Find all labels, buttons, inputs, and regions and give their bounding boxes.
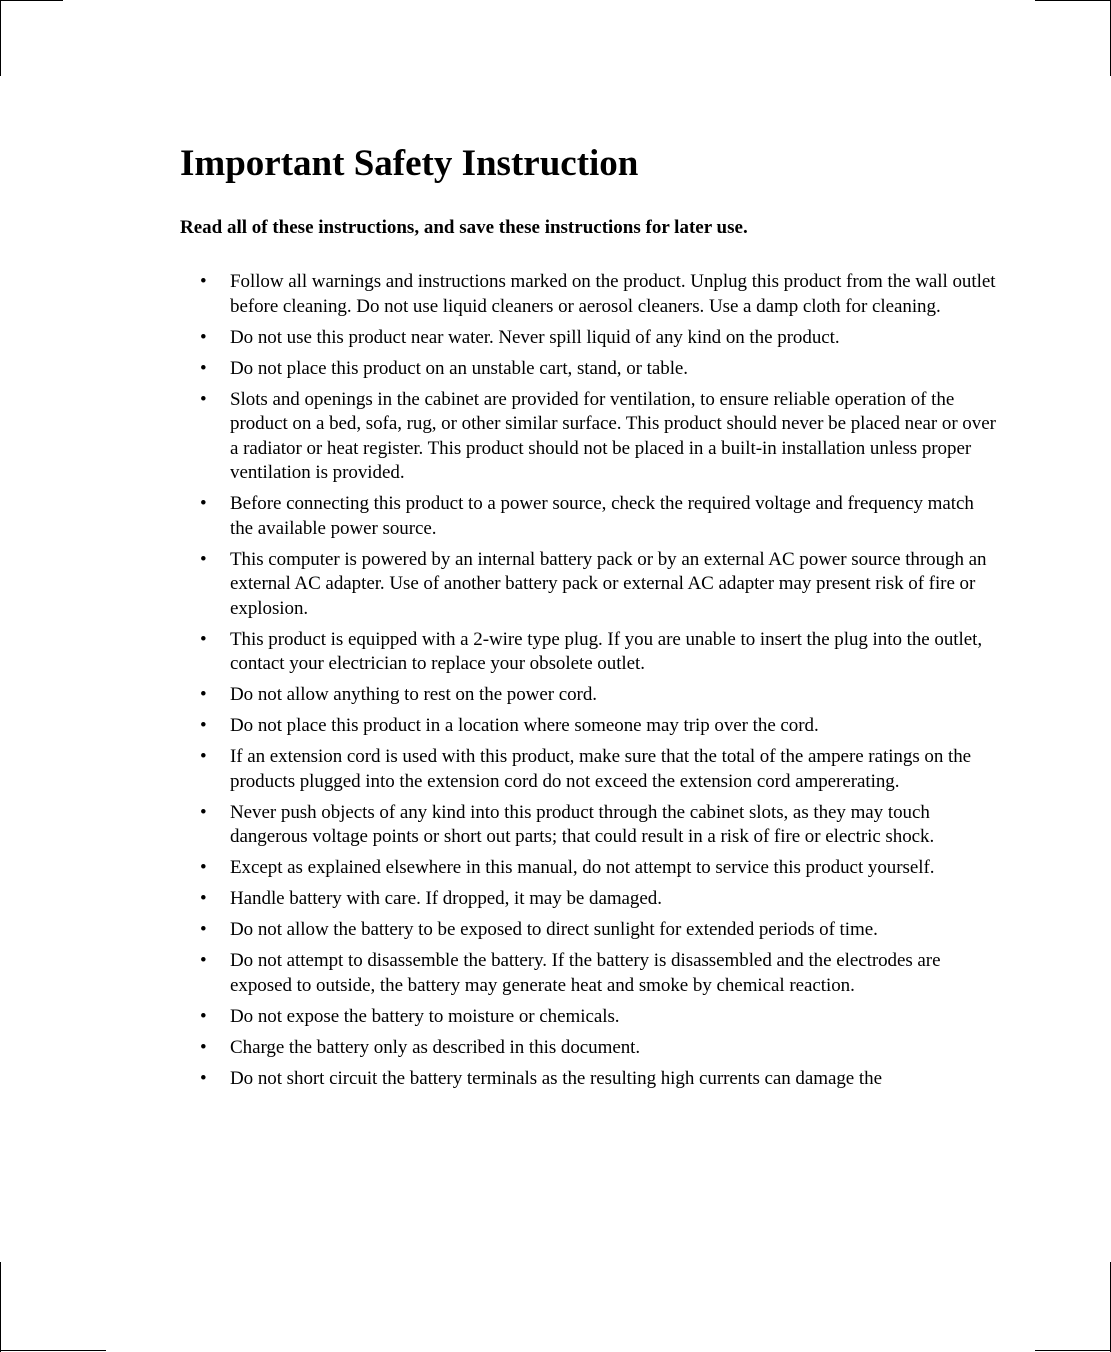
crop-mark-top-left-vertical bbox=[0, 0, 1, 76]
list-item-text: Do not expose the battery to moisture or chemicals. bbox=[230, 1005, 620, 1027]
list-item-text: Handle battery with care. If dropped, it may be damaged. bbox=[230, 888, 662, 909]
list-item-text: Follow all warnings and instructions marked on the product. Unplug this product from the wall outlet before cleaning. Do not use liquid cleaners or aerosol cleaners. Use a damp cloth for cleaning. bbox=[230, 271, 996, 317]
list-item bbox=[200, 1005, 1000, 1030]
list-item bbox=[200, 1067, 1000, 1092]
list-item bbox=[200, 801, 1000, 850]
crop-mark-bottom-right-horizontal bbox=[1035, 1350, 1111, 1351]
list-item-text: Do not short circuit the battery terminals as the resulting high currents can damage the bbox=[230, 1067, 882, 1089]
bullet-icon: • bbox=[200, 746, 207, 767]
list-item bbox=[200, 887, 1000, 912]
list-item-text: If an extension cord is used with this product, make sure that the total of the ampere ratings on the products plugged into the extension cord do not exceed the extension cord ampererating. bbox=[230, 746, 972, 792]
list-item-text: Slots and openings in the cabinet are provided for ventilation, to ensure reliable operation of the product on a bed, sofa, rug, or other similar surface. This product should never be placed near or over a radiator or heat register. This product should not be placed in a built-in installation unless proper ventilation is provided. bbox=[230, 388, 996, 483]
bullet-icon: • bbox=[200, 628, 207, 650]
crop-mark-top-right-horizontal bbox=[1035, 0, 1111, 1]
bullet-icon: • bbox=[200, 715, 207, 736]
list-item bbox=[200, 270, 1000, 319]
list-item bbox=[200, 714, 1000, 739]
bullet-icon: • bbox=[200, 493, 207, 514]
list-item-text: Do not allow the battery to be exposed to direct sunlight for extended periods of time. bbox=[230, 919, 878, 940]
bullet-icon: • bbox=[200, 326, 207, 348]
list-item-text: Do not attempt to disassemble the battery. If the battery is disassembled and the electrodes are exposed to outside, the battery may generate heat and smoke by chemical reaction. bbox=[230, 950, 941, 996]
bullet-icon: • bbox=[200, 1036, 207, 1058]
list-item-text: Except as explained elsewhere in this manual, do not attempt to service this product yourself. bbox=[230, 857, 935, 878]
page-title: Important Safety Instruction bbox=[180, 143, 639, 184]
list-item-text: Never push objects of any kind into this product through the cabinet slots, as they may touch dangerous voltage points or short out parts; that could result in a risk of fire or electric shock. bbox=[230, 801, 935, 847]
bullet-icon: • bbox=[200, 684, 207, 705]
bullet-icon: • bbox=[200, 888, 207, 909]
crop-mark-top-left-horizontal bbox=[0, 0, 63, 1]
bullet-icon: • bbox=[200, 271, 207, 292]
list-item bbox=[200, 683, 1000, 708]
list-item-text: Before connecting this product to a power source, check the required voltage and frequency match the available power source. bbox=[230, 493, 974, 539]
bullet-icon: • bbox=[200, 357, 207, 379]
list-item bbox=[200, 918, 1000, 943]
list-item bbox=[200, 745, 1000, 794]
bullet-icon: • bbox=[200, 919, 207, 940]
list-item-text: This product is equipped with a 2-wire type plug. If you are unable to insert the plug into the outlet, contact your electrician to replace your obsolete outlet. bbox=[230, 628, 983, 674]
list-item-text: Do not place this product on an unstable cart, stand, or table. bbox=[230, 357, 688, 379]
list-item bbox=[200, 492, 1000, 541]
instructions-intro: Read all of these instructions, and save these instructions for later use. bbox=[180, 217, 748, 238]
list-item bbox=[200, 628, 1000, 677]
bullet-icon: • bbox=[200, 388, 207, 410]
bullet-icon: • bbox=[200, 857, 207, 878]
bullet-icon: • bbox=[200, 1067, 207, 1089]
list-item bbox=[200, 949, 1000, 998]
crop-mark-bottom-left-vertical bbox=[0, 1262, 1, 1352]
bullet-icon: • bbox=[200, 548, 207, 570]
list-item-text: This computer is powered by an internal battery pack or by an external AC power source through an external AC adapter. Use of another battery pack or external AC adapter may present risk of fire or explosion. bbox=[230, 548, 987, 619]
bullet-icon: • bbox=[200, 950, 207, 971]
list-item bbox=[200, 856, 1000, 881]
list-item bbox=[200, 1036, 1000, 1061]
bullet-icon: • bbox=[200, 801, 207, 823]
safety-instruction-list bbox=[200, 270, 1000, 1098]
list-item-text: Do not use this product near water. Never spill liquid of any kind on the product. bbox=[230, 326, 840, 348]
list-item bbox=[200, 388, 1000, 486]
crop-mark-bottom-left-horizontal bbox=[0, 1350, 106, 1351]
list-item-text: Do not place this product in a location where someone may trip over the cord. bbox=[230, 715, 819, 736]
list-item bbox=[200, 326, 1000, 351]
bullet-icon: • bbox=[200, 1005, 207, 1027]
list-item-text: Charge the battery only as described in this document. bbox=[230, 1036, 641, 1058]
list-item bbox=[200, 357, 1000, 382]
list-item bbox=[200, 548, 1000, 622]
list-item-text: Do not allow anything to rest on the power cord. bbox=[230, 684, 597, 705]
